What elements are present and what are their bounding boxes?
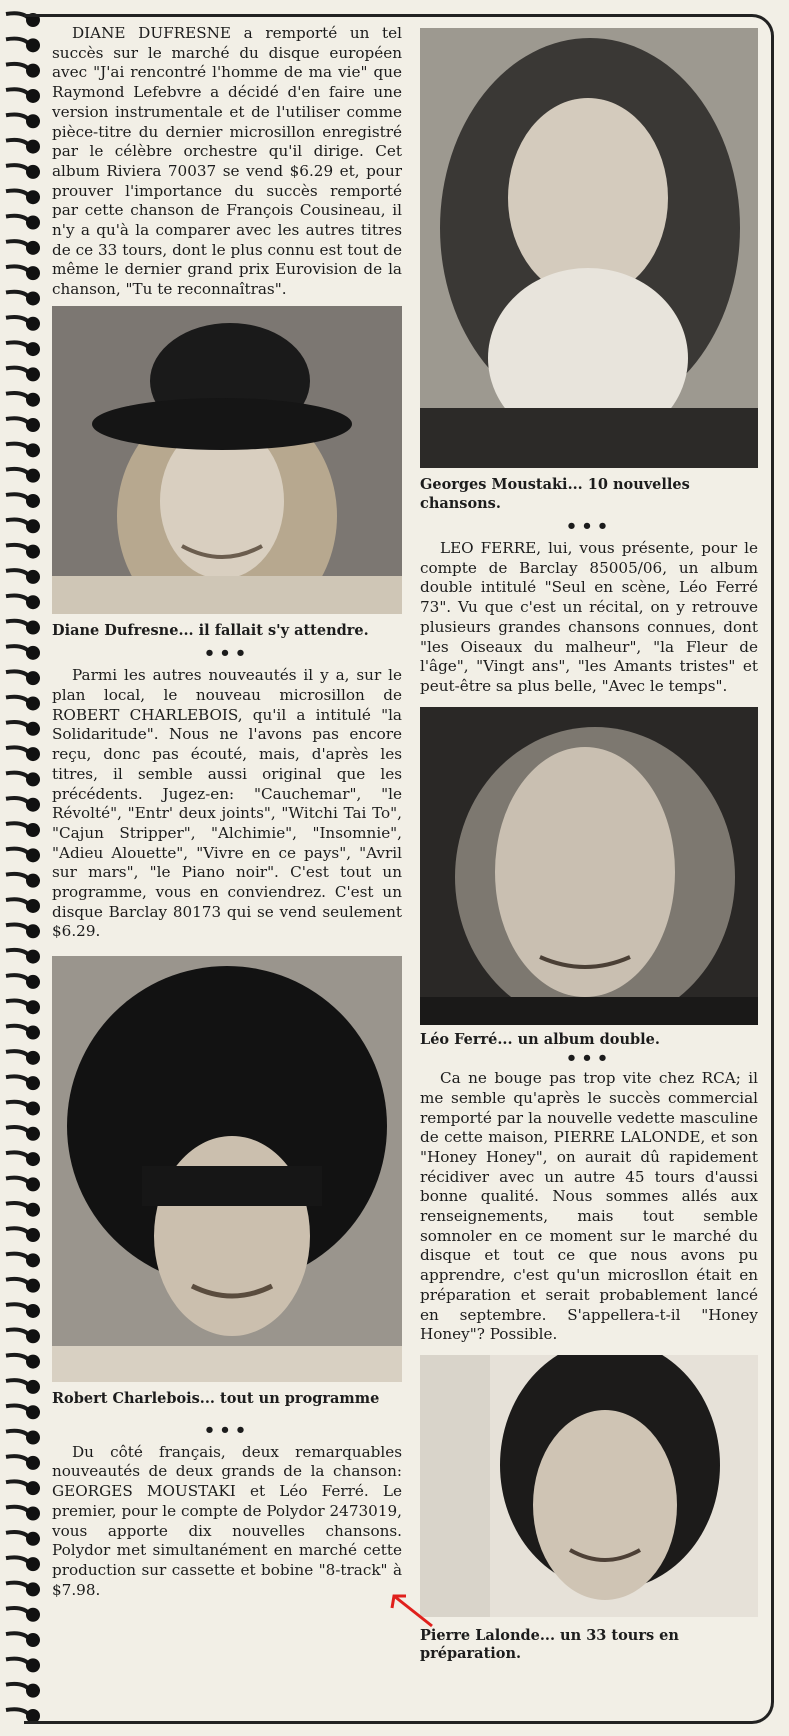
- paragraph-leo-ferre: LEO FERRE, lui, vous présente, pour le compte de Barclay 85005/06, un album double intitulé "Seul en scène, Léo Ferré 73". Vu que c'est un récital, on y retrouve plusieurs grandes chansons connues, dont "les Oiseaux du malheur", "la Fleur de l'âge", "Vingt ans", "les Amants tristes" et peut-être sa plus belle, "Avec le temps".: [420, 539, 758, 695]
- paragraph-lalonde: Ca ne bouge pas trop vite chez RCA; il me semble qu'après le succès commercial remporté par la nouvelle vedette masculine de cette maison, PIERRE LALONDE, et son "Honey Honey", on aurait dû rapidement récidiver avec un autre 45 tours d'aussi bonne qualité. Nous sommes allés aux renseignements, mais tout semble somnoler en ce moment sur le marché du disque et tout ce que nous avons pu apprendre, c'est qu'un microsllon était en préparation et serait probablement lancé en septembre. S'appellera-t-il "Honey Honey"? Possible.: [420, 1069, 758, 1344]
- separator-dots: •••: [565, 516, 613, 537]
- photo-robert-charlebois: [52, 956, 402, 1382]
- separator-dots: •••: [565, 1048, 613, 1070]
- photo-pierre-lalonde: [420, 1355, 758, 1617]
- photo-georges-moustaki: [420, 28, 758, 468]
- caption-charlebois: Robert Charlebois... tout un programme: [52, 1390, 380, 1408]
- caption-moustaki: Georges Moustaki... 10 nouvelles chansons.: [420, 476, 690, 512]
- caption-ferre: Léo Ferré... un album double.: [420, 1030, 660, 1048]
- separator-dots: •••: [203, 1419, 251, 1441]
- caption-lalonde: Pierre Lalonde... un 33 tours en préparation.: [420, 1626, 679, 1663]
- red-arrow-annotation: [388, 1590, 438, 1630]
- paragraph-moustaki-ferre: Du côté français, deux remarquables nouveautés de deux grands de la chanson: GEORGES MOUSTAKI et Léo Ferré. Le premier, pour le compte de Polydor 2473019, vous apporte dix nouvelles chansons. Polydor met simultanément en marché cette production sur cassette et bobine "8-track" à $7.98.: [52, 1442, 402, 1599]
- photo-leo-ferre: [420, 707, 758, 1025]
- paragraph-charlebois: Parmi les autres nouveautés il y a, sur le plan local, le nouveau microsillon de ROBERT CHARLEBOIS, qu'il a intitulé "la Solidaritude". Nous ne l'avons pas encore reçu, donc pas écouté, mais, d'après les titres, il semble aussi original que les précédents. Jugez-en: "Cauchemar", "le Révolté", "Entr' deux joints", "Witchi Tai To", "Cajun Stripper", "Alchimie", "Insomnie", "Adieu Alouette", "Vivre en ce pays", "Avril sur mars", "le Piano noir". C'est tout un programme, vous en conviendrez. C'est un disque Barclay 80173 qui se vend seulement $6.29.: [52, 666, 402, 941]
- right-column: [420, 14, 758, 1664]
- paragraph-dufresne: DIANE DUFRESNE a remporté un tel succès sur le marché du disque européen avec "J'ai rencontré l'homme de ma vie" que Raymond Lefebvre a décidé d'en faire une version instrumentale et de l'utiliser comme pièce-titre du dernier microsillon enregistré par le célèbre orchestre qu'il dirige. Cet album Riviera 70037 se vend $6.29 et, pour prouver l'importance du succès remporté par cette chanson de François Cousineau, il n'y a qu'à la comparer avec les autres titres de ce 33 tours, dont le plus connu est tout de même le dernier grand prix Eurovision de la chanson, "Tu te reconnaîtras".: [52, 24, 402, 299]
- separator-dots: •••: [203, 643, 251, 665]
- caption-dufresne: Diane Dufresne... il fallait s'y attendre.: [52, 621, 369, 639]
- photo-diane-dufresne: [52, 306, 402, 614]
- left-column: [52, 14, 402, 1600]
